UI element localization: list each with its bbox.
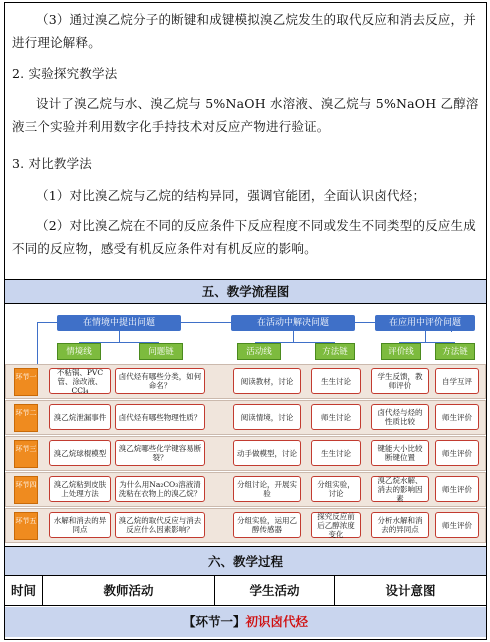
row3-situation: 溴乙烷球棍模型 (49, 440, 111, 466)
stage-one-prefix: 【环节一】 (182, 614, 246, 629)
row5-activity: 分组实验，运用乙醇传感器 (233, 512, 301, 538)
row4-question: 为什么用Na₂CO₃溶液清洗粘在衣物上的溴乙烷？ (115, 476, 205, 502)
line-activity: 活动线 (237, 343, 281, 360)
row5-question: 溴乙烷的取代反应与消去反应什么因素影响？ (115, 512, 205, 538)
row4-situation: 溴乙烷粘到皮肤上处理方法 (49, 476, 111, 502)
header-student-activity: 学生活动 (215, 576, 335, 606)
paragraph-1: （3）通过溴乙烷分子的断键和成键模拟溴乙烷发生的取代反应和消去反应，并进行理论解释。 (12, 12, 476, 50)
heading-contrast-method: 3. 对比教学法 (12, 156, 92, 171)
stage-label-4: 环节四 (14, 476, 38, 504)
row3-evaluation: 键能大小比较断键位置 (371, 440, 429, 466)
row1-method-2: 自学互评 (435, 368, 479, 394)
paragraph-3: （1）对比溴乙烷与乙烷的结构异同，强调官能团，全面认识卤代烃； (36, 188, 426, 203)
row5-method-2: 师生评价 (435, 512, 479, 538)
stage-label-1: 环节一 (14, 368, 38, 396)
row3-method: 生生讨论 (311, 440, 361, 466)
row4-evaluation: 溴乙烷水解、消去的影响因素 (371, 476, 429, 502)
header-teacher-activity: 教师活动 (43, 576, 215, 606)
row5-method: 探究反应前后乙醇浓度变化 (311, 512, 361, 538)
row3-method-2: 师生评价 (435, 440, 479, 466)
row1-activity: 阅读教材，讨论 (233, 368, 301, 394)
paragraph-4: （2）对比溴乙烷在不同的反应条件下反应程度不同或发生不同类型的反应生成不同的反应物，感受有机反应条件对有机反应的影响。 (12, 218, 476, 256)
line-question: 问题链 (139, 343, 183, 360)
stage-propose: 在情境中提出问题 (57, 315, 181, 331)
section-title-process: 六、教学过程 (5, 546, 486, 576)
stage-label-5: 环节五 (14, 512, 38, 540)
row2-method-2: 师生评价 (435, 404, 479, 430)
row2-method: 师生讨论 (311, 404, 361, 430)
row1-situation: 不粘锅、PVC管、涂改液、CCl₄ (49, 368, 111, 394)
header-design-intent: 设计意图 (385, 583, 436, 598)
row2-situation: 溴乙烷泄漏事件 (49, 404, 111, 430)
stage-solve: 在活动中解决问题 (231, 315, 355, 331)
row2-question: 卤代烃有哪些物理性质？ (115, 404, 205, 430)
stage-one-title: 初识卤代烃 (245, 614, 309, 629)
line-evaluation: 评价线 (381, 343, 421, 360)
line-situation: 情境线 (57, 343, 101, 360)
row1-evaluation: 学生反馈，教师评价 (371, 368, 429, 394)
row1-question: 卤代烃有哪些分类，如何命名？ (115, 368, 205, 394)
stage-one-banner (5, 607, 486, 637)
row3-question: 溴乙烷哪些化学键容易断裂？ (115, 440, 205, 466)
teaching-flowchart (5, 304, 486, 546)
row1-method: 生生讨论 (311, 368, 361, 394)
stage-label-2: 环节二 (14, 404, 38, 432)
line-method: 方法链 (315, 343, 355, 360)
row3-activity: 动手做模型，讨论 (233, 440, 301, 466)
row4-method: 分组实验，讨论 (311, 476, 361, 502)
paragraph-2: 设计了溴乙烷与水、溴乙烷与 5%NaOH 水溶液、溴乙烷与 5%NaOH 乙醇溶液三个实验并利用数字化手持技术对反应产物进行验证。 (12, 96, 479, 134)
row5-situation: 水解和消去的异同点 (49, 512, 111, 538)
row4-activity: 分组讨论，开展实验 (233, 476, 301, 502)
heading-experiment-method: 2. 实验探究教学法 (12, 66, 118, 81)
row2-activity: 阅读情境，讨论 (233, 404, 301, 430)
row5-evaluation: 分析水解和消去的异同点 (371, 512, 429, 538)
line-method-2: 方法链 (435, 343, 475, 360)
row4-method-2: 师生评价 (435, 476, 479, 502)
section-title-flowchart: 五、教学流程图 (5, 279, 486, 304)
stage-evaluate: 在应用中评价问题 (375, 315, 475, 331)
header-time: 时间 (5, 576, 43, 606)
process-table-header (5, 576, 486, 606)
stage-label-3: 环节三 (14, 440, 38, 468)
row2-evaluation: 卤代烃与烃的性质比较 (371, 404, 429, 430)
